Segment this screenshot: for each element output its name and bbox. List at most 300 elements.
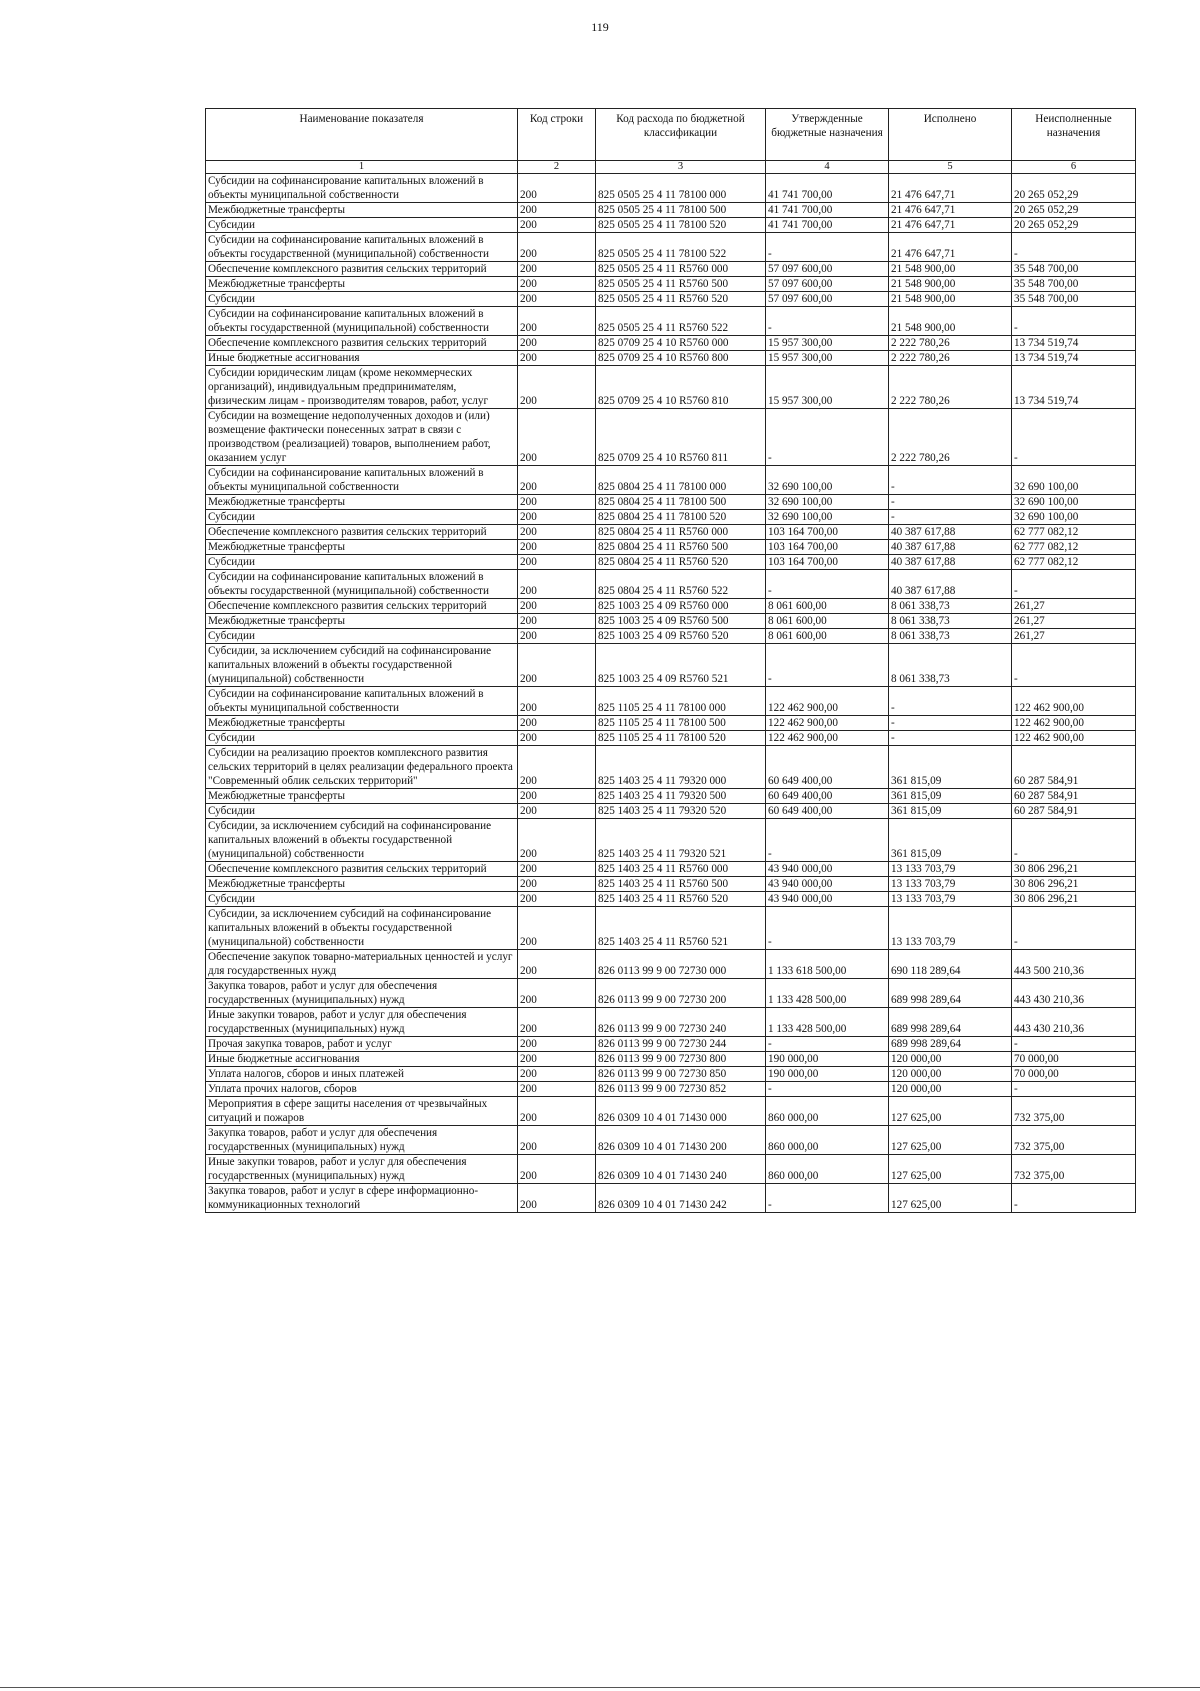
header-executed: Исполнено: [889, 109, 1012, 161]
unexecuted-amount: 35 548 700,00: [1012, 277, 1136, 292]
table-row: [206, 1082, 1136, 1097]
header-budget-code: Код расхода по бюджетной классификации: [596, 109, 766, 161]
unexecuted-amount: -: [1012, 819, 1136, 862]
budget-code: 826 0113 99 9 00 72730 850: [596, 1067, 766, 1082]
executed-amount: 13 133 703,79: [889, 877, 1012, 892]
executed-amount: 120 000,00: [889, 1052, 1012, 1067]
line-code: 200: [518, 716, 596, 731]
budget-code: 825 0505 25 4 11 78100 522: [596, 233, 766, 262]
indicator-name: Субсидии на софинансирование капитальных вложений в объекты муниципальной собственности: [206, 174, 518, 203]
indicator-name: Субсидии на реализацию проектов комплексного развития сельских территорий в целях реализации федерального проекта "Современный облик сельских территорий": [206, 746, 518, 789]
budget-code: 825 0709 25 4 10 R5760 810: [596, 366, 766, 409]
indicator-name: Межбюджетные трансферты: [206, 203, 518, 218]
executed-amount: 13 133 703,79: [889, 892, 1012, 907]
budget-code: 825 1403 25 4 11 79320 000: [596, 746, 766, 789]
line-code: 200: [518, 292, 596, 307]
indicator-name: Субсидии: [206, 629, 518, 644]
line-code: 200: [518, 950, 596, 979]
executed-amount: 40 387 617,88: [889, 525, 1012, 540]
approved-amount: 1 133 618 500,00: [766, 950, 889, 979]
indicator-name: Закупка товаров, работ и услуг в сфере информационно-коммуникационных технологий: [206, 1184, 518, 1213]
table-row: [206, 599, 1136, 614]
executed-amount: 127 625,00: [889, 1126, 1012, 1155]
approved-amount: 41 741 700,00: [766, 174, 889, 203]
line-code: 200: [518, 877, 596, 892]
budget-code: 825 0505 25 4 11 R5760 522: [596, 307, 766, 336]
line-code: 200: [518, 687, 596, 716]
indicator-name: Иные бюджетные ассигнования: [206, 351, 518, 366]
indicator-name: Субсидии: [206, 292, 518, 307]
budget-code: 826 0309 10 4 01 71430 240: [596, 1155, 766, 1184]
executed-amount: 21 548 900,00: [889, 307, 1012, 336]
budget-code: 826 0113 99 9 00 72730 200: [596, 979, 766, 1008]
indicator-name: Межбюджетные трансферты: [206, 789, 518, 804]
approved-amount: 122 462 900,00: [766, 687, 889, 716]
executed-amount: -: [889, 731, 1012, 746]
executed-amount: -: [889, 510, 1012, 525]
line-code: 200: [518, 1037, 596, 1052]
table-row: [206, 877, 1136, 892]
table-row: [206, 1097, 1136, 1126]
line-code: 200: [518, 892, 596, 907]
line-code: 200: [518, 409, 596, 466]
table-row: [206, 907, 1136, 950]
executed-amount: 21 476 647,71: [889, 174, 1012, 203]
unexecuted-amount: 70 000,00: [1012, 1052, 1136, 1067]
indicator-name: Субсидии на софинансирование капитальных вложений в объекты государственной (муниципальной) собственности: [206, 307, 518, 336]
unexecuted-amount: -: [1012, 1082, 1136, 1097]
indicator-name: Обеспечение закупок товарно-материальных ценностей и услуг для государственных нужд: [206, 950, 518, 979]
budget-code: 825 0804 25 4 11 R5760 000: [596, 525, 766, 540]
table-header-row: [206, 109, 1136, 161]
unexecuted-amount: 13 734 519,74: [1012, 336, 1136, 351]
indicator-name: Субсидии: [206, 510, 518, 525]
unexecuted-amount: 32 690 100,00: [1012, 495, 1136, 510]
budget-code: 825 1403 25 4 11 79320 520: [596, 804, 766, 819]
table-row: [206, 731, 1136, 746]
line-code: 200: [518, 614, 596, 629]
line-code: 200: [518, 351, 596, 366]
table-row: [206, 540, 1136, 555]
table-row: [206, 687, 1136, 716]
executed-amount: 40 387 617,88: [889, 540, 1012, 555]
table-body: [206, 174, 1136, 1213]
header-approved: Утвержденные бюджетные назначения: [766, 109, 889, 161]
table-row: [206, 892, 1136, 907]
budget-code: 825 0804 25 4 11 R5760 520: [596, 555, 766, 570]
budget-code: 825 0709 25 4 10 R5760 800: [596, 351, 766, 366]
table-row: [206, 629, 1136, 644]
line-code: 200: [518, 203, 596, 218]
executed-amount: 8 061 338,73: [889, 614, 1012, 629]
table-row: [206, 1008, 1136, 1037]
executed-amount: 361 815,09: [889, 804, 1012, 819]
table-row: [206, 233, 1136, 262]
line-code: 200: [518, 862, 596, 877]
indicator-name: Субсидии на софинансирование капитальных вложений в объекты муниципальной собственности: [206, 687, 518, 716]
unexecuted-amount: 60 287 584,91: [1012, 746, 1136, 789]
budget-execution-table: [205, 108, 1136, 1213]
indicator-name: Субсидии на софинансирование капитальных вложений в объекты муниципальной собственности: [206, 466, 518, 495]
indicator-name: Субсидии на возмещение недополученных доходов и (или) возмещение фактически понесенных затрат в связи с производством (реализацией) товаров, выполнением работ, оказанием услуг: [206, 409, 518, 466]
indicator-name: Обеспечение комплексного развития сельских территорий: [206, 336, 518, 351]
line-code: 200: [518, 789, 596, 804]
executed-amount: 21 548 900,00: [889, 262, 1012, 277]
indicator-name: Иные закупки товаров, работ и услуг для обеспечения государственных (муниципальных) нужд: [206, 1008, 518, 1037]
approved-amount: -: [766, 907, 889, 950]
table-row: [206, 644, 1136, 687]
indicator-name: Субсидии: [206, 218, 518, 233]
page-number: 119: [591, 20, 609, 34]
line-code: 200: [518, 218, 596, 233]
page-bottom-rule: [0, 1687, 1200, 1688]
indicator-name: Межбюджетные трансферты: [206, 495, 518, 510]
executed-amount: 689 998 289,64: [889, 1008, 1012, 1037]
indicator-name: Мероприятия в сфере защиты населения от чрезвычайных ситуаций и пожаров: [206, 1097, 518, 1126]
unexecuted-amount: 443 500 210,36: [1012, 950, 1136, 979]
line-code: 200: [518, 525, 596, 540]
indicator-name: Уплата прочих налогов, сборов: [206, 1082, 518, 1097]
budget-code: 825 1003 25 4 09 R5760 500: [596, 614, 766, 629]
budget-code: 825 1403 25 4 11 R5760 000: [596, 862, 766, 877]
budget-code: 826 0113 99 9 00 72730 000: [596, 950, 766, 979]
budget-code: 825 1403 25 4 11 79320 500: [596, 789, 766, 804]
indicator-name: Закупка товаров, работ и услуг для обеспечения государственных (муниципальных) нужд: [206, 979, 518, 1008]
line-code: 200: [518, 1184, 596, 1213]
line-code: 200: [518, 907, 596, 950]
unexecuted-amount: 32 690 100,00: [1012, 510, 1136, 525]
unexecuted-amount: 30 806 296,21: [1012, 877, 1136, 892]
budget-code: 825 1105 25 4 11 78100 000: [596, 687, 766, 716]
unexecuted-amount: -: [1012, 1037, 1136, 1052]
executed-amount: 21 548 900,00: [889, 292, 1012, 307]
line-code: 200: [518, 644, 596, 687]
line-code: 200: [518, 262, 596, 277]
indicator-name: Обеспечение комплексного развития сельских территорий: [206, 525, 518, 540]
executed-amount: 8 061 338,73: [889, 644, 1012, 687]
approved-amount: 103 164 700,00: [766, 540, 889, 555]
line-code: 200: [518, 731, 596, 746]
line-code: 200: [518, 174, 596, 203]
table-row: [206, 466, 1136, 495]
indicator-name: Иные бюджетные ассигнования: [206, 1052, 518, 1067]
unexecuted-amount: 20 265 052,29: [1012, 203, 1136, 218]
column-number: 6: [1012, 161, 1136, 174]
line-code: 200: [518, 1126, 596, 1155]
table-row: [206, 746, 1136, 789]
unexecuted-amount: 20 265 052,29: [1012, 218, 1136, 233]
approved-amount: 860 000,00: [766, 1126, 889, 1155]
line-code: 200: [518, 599, 596, 614]
approved-amount: 15 957 300,00: [766, 336, 889, 351]
indicator-name: Межбюджетные трансферты: [206, 716, 518, 731]
approved-amount: 190 000,00: [766, 1052, 889, 1067]
approved-amount: 32 690 100,00: [766, 510, 889, 525]
header-unexecuted: Неисполненные назначения: [1012, 109, 1136, 161]
approved-amount: 103 164 700,00: [766, 555, 889, 570]
unexecuted-amount: 261,27: [1012, 629, 1136, 644]
budget-code: 825 0709 25 4 10 R5760 811: [596, 409, 766, 466]
budget-code: 825 0804 25 4 11 R5760 522: [596, 570, 766, 599]
table-row: [206, 495, 1136, 510]
budget-code: 825 1003 25 4 09 R5760 521: [596, 644, 766, 687]
line-code: 200: [518, 466, 596, 495]
executed-amount: 2 222 780,26: [889, 336, 1012, 351]
unexecuted-amount: 60 287 584,91: [1012, 804, 1136, 819]
table-row: [206, 614, 1136, 629]
approved-amount: 103 164 700,00: [766, 525, 889, 540]
executed-amount: 40 387 617,88: [889, 555, 1012, 570]
unexecuted-amount: 62 777 082,12: [1012, 540, 1136, 555]
indicator-name: Субсидии на софинансирование капитальных вложений в объекты государственной (муниципальной) собственности: [206, 570, 518, 599]
indicator-name: Субсидии: [206, 555, 518, 570]
unexecuted-amount: 122 462 900,00: [1012, 731, 1136, 746]
indicator-name: Субсидии на софинансирование капитальных вложений в объекты государственной (муниципальной) собственности: [206, 233, 518, 262]
executed-amount: 120 000,00: [889, 1082, 1012, 1097]
line-code: 200: [518, 1052, 596, 1067]
table-row: [206, 525, 1136, 540]
unexecuted-amount: 261,27: [1012, 599, 1136, 614]
budget-code: 825 1105 25 4 11 78100 500: [596, 716, 766, 731]
executed-amount: 361 815,09: [889, 789, 1012, 804]
table-row: [206, 277, 1136, 292]
unexecuted-amount: 62 777 082,12: [1012, 555, 1136, 570]
budget-code: 825 0505 25 4 11 78100 500: [596, 203, 766, 218]
indicator-name: Субсидии, за исключением субсидий на софинансирование капитальных вложений в объекты государственной (муниципальной) собственности: [206, 644, 518, 687]
indicator-name: Межбюджетные трансферты: [206, 877, 518, 892]
unexecuted-amount: 13 734 519,74: [1012, 351, 1136, 366]
unexecuted-amount: 70 000,00: [1012, 1067, 1136, 1082]
executed-amount: 127 625,00: [889, 1184, 1012, 1213]
line-code: 200: [518, 1008, 596, 1037]
approved-amount: -: [766, 1184, 889, 1213]
table-row: [206, 307, 1136, 336]
budget-code: 826 0113 99 9 00 72730 244: [596, 1037, 766, 1052]
executed-amount: 2 222 780,26: [889, 366, 1012, 409]
approved-amount: 8 061 600,00: [766, 629, 889, 644]
unexecuted-amount: -: [1012, 570, 1136, 599]
executed-amount: 2 222 780,26: [889, 409, 1012, 466]
approved-amount: -: [766, 644, 889, 687]
header-indicator-name: Наименование показателя: [206, 109, 518, 161]
line-code: 200: [518, 570, 596, 599]
approved-amount: 15 957 300,00: [766, 351, 889, 366]
approved-amount: 60 649 400,00: [766, 804, 889, 819]
budget-code: 825 0804 25 4 11 78100 520: [596, 510, 766, 525]
table-row: [206, 409, 1136, 466]
approved-amount: 57 097 600,00: [766, 262, 889, 277]
table-row: [206, 804, 1136, 819]
executed-amount: 8 061 338,73: [889, 599, 1012, 614]
approved-amount: -: [766, 1082, 889, 1097]
approved-amount: -: [766, 819, 889, 862]
approved-amount: 57 097 600,00: [766, 277, 889, 292]
table-row: [206, 336, 1136, 351]
budget-code: 825 0804 25 4 11 R5760 500: [596, 540, 766, 555]
indicator-name: Субсидии: [206, 804, 518, 819]
executed-amount: -: [889, 687, 1012, 716]
indicator-name: Закупка товаров, работ и услуг для обеспечения государственных (муниципальных) нужд: [206, 1126, 518, 1155]
executed-amount: 120 000,00: [889, 1067, 1012, 1082]
line-code: 200: [518, 1067, 596, 1082]
line-code: 200: [518, 510, 596, 525]
executed-amount: 689 998 289,64: [889, 979, 1012, 1008]
budget-code: 826 0113 99 9 00 72730 852: [596, 1082, 766, 1097]
budget-code: 825 0505 25 4 11 R5760 000: [596, 262, 766, 277]
budget-code: 825 1403 25 4 11 79320 521: [596, 819, 766, 862]
indicator-name: Обеспечение комплексного развития сельских территорий: [206, 862, 518, 877]
approved-amount: 122 462 900,00: [766, 716, 889, 731]
unexecuted-amount: 732 375,00: [1012, 1126, 1136, 1155]
line-code: 200: [518, 366, 596, 409]
budget-code: 826 0113 99 9 00 72730 800: [596, 1052, 766, 1067]
executed-amount: 21 476 647,71: [889, 203, 1012, 218]
line-code: 200: [518, 746, 596, 789]
table-row: [206, 1184, 1136, 1213]
budget-code: 825 0505 25 4 11 78100 000: [596, 174, 766, 203]
header-line-code: Код строки: [518, 109, 596, 161]
approved-amount: 15 957 300,00: [766, 366, 889, 409]
table-row: [206, 1037, 1136, 1052]
executed-amount: 40 387 617,88: [889, 570, 1012, 599]
budget-code: 826 0309 10 4 01 71430 242: [596, 1184, 766, 1213]
approved-amount: 1 133 428 500,00: [766, 1008, 889, 1037]
column-number: 5: [889, 161, 1012, 174]
table-row: [206, 1052, 1136, 1067]
indicator-name: Субсидии: [206, 731, 518, 746]
approved-amount: 860 000,00: [766, 1097, 889, 1126]
line-code: 200: [518, 629, 596, 644]
unexecuted-amount: 732 375,00: [1012, 1097, 1136, 1126]
budget-code: 825 1003 25 4 09 R5760 520: [596, 629, 766, 644]
executed-amount: -: [889, 466, 1012, 495]
column-number: 1: [206, 161, 518, 174]
column-number-row: [206, 161, 1136, 174]
approved-amount: 60 649 400,00: [766, 789, 889, 804]
table-row: [206, 203, 1136, 218]
table-row: [206, 1126, 1136, 1155]
line-code: 200: [518, 979, 596, 1008]
table-row: [206, 262, 1136, 277]
unexecuted-amount: -: [1012, 233, 1136, 262]
line-code: 200: [518, 1097, 596, 1126]
budget-code: 826 0113 99 9 00 72730 240: [596, 1008, 766, 1037]
approved-amount: -: [766, 409, 889, 466]
line-code: 200: [518, 804, 596, 819]
executed-amount: 8 061 338,73: [889, 629, 1012, 644]
unexecuted-amount: 13 734 519,74: [1012, 366, 1136, 409]
indicator-name: Прочая закупка товаров, работ и услуг: [206, 1037, 518, 1052]
approved-amount: 57 097 600,00: [766, 292, 889, 307]
executed-amount: 361 815,09: [889, 819, 1012, 862]
unexecuted-amount: 30 806 296,21: [1012, 862, 1136, 877]
budget-code: 825 0505 25 4 11 78100 520: [596, 218, 766, 233]
budget-code: 826 0309 10 4 01 71430 000: [596, 1097, 766, 1126]
indicator-name: Субсидии, за исключением субсидий на софинансирование капитальных вложений в объекты государственной (муниципальной) собственности: [206, 819, 518, 862]
budget-code: 825 0804 25 4 11 78100 000: [596, 466, 766, 495]
approved-amount: 41 741 700,00: [766, 203, 889, 218]
line-code: 200: [518, 495, 596, 510]
unexecuted-amount: -: [1012, 907, 1136, 950]
approved-amount: 41 741 700,00: [766, 218, 889, 233]
unexecuted-amount: -: [1012, 409, 1136, 466]
unexecuted-amount: 30 806 296,21: [1012, 892, 1136, 907]
approved-amount: 43 940 000,00: [766, 877, 889, 892]
indicator-name: Субсидии юридическим лицам (кроме некоммерческих организаций), индивидуальным предпринимателям, физическим лицам - производителям товаров, работ, услуг: [206, 366, 518, 409]
table-row: [206, 1155, 1136, 1184]
line-code: 200: [518, 277, 596, 292]
indicator-name: Межбюджетные трансферты: [206, 540, 518, 555]
budget-code: 825 0505 25 4 11 R5760 500: [596, 277, 766, 292]
executed-amount: 13 133 703,79: [889, 862, 1012, 877]
executed-amount: 361 815,09: [889, 746, 1012, 789]
table-row: [206, 510, 1136, 525]
line-code: 200: [518, 307, 596, 336]
table-row: [206, 950, 1136, 979]
column-number: 3: [596, 161, 766, 174]
indicator-name: Обеспечение комплексного развития сельских территорий: [206, 599, 518, 614]
unexecuted-amount: 122 462 900,00: [1012, 687, 1136, 716]
unexecuted-amount: 122 462 900,00: [1012, 716, 1136, 731]
approved-amount: 122 462 900,00: [766, 731, 889, 746]
table-row: [206, 555, 1136, 570]
approved-amount: 860 000,00: [766, 1155, 889, 1184]
table-row: [206, 292, 1136, 307]
approved-amount: -: [766, 1037, 889, 1052]
unexecuted-amount: -: [1012, 644, 1136, 687]
approved-amount: 60 649 400,00: [766, 746, 889, 789]
table-row: [206, 570, 1136, 599]
budget-code: 826 0309 10 4 01 71430 200: [596, 1126, 766, 1155]
unexecuted-amount: 62 777 082,12: [1012, 525, 1136, 540]
unexecuted-amount: 443 430 210,36: [1012, 1008, 1136, 1037]
executed-amount: -: [889, 716, 1012, 731]
approved-amount: 32 690 100,00: [766, 466, 889, 495]
executed-amount: 21 548 900,00: [889, 277, 1012, 292]
approved-amount: -: [766, 233, 889, 262]
approved-amount: 8 061 600,00: [766, 614, 889, 629]
approved-amount: 43 940 000,00: [766, 862, 889, 877]
unexecuted-amount: 261,27: [1012, 614, 1136, 629]
unexecuted-amount: 732 375,00: [1012, 1155, 1136, 1184]
approved-amount: 32 690 100,00: [766, 495, 889, 510]
line-code: 200: [518, 233, 596, 262]
table-row: [206, 351, 1136, 366]
executed-amount: 13 133 703,79: [889, 907, 1012, 950]
table-row: [206, 789, 1136, 804]
unexecuted-amount: -: [1012, 307, 1136, 336]
approved-amount: 1 133 428 500,00: [766, 979, 889, 1008]
unexecuted-amount: 35 548 700,00: [1012, 262, 1136, 277]
table-row: [206, 218, 1136, 233]
approved-amount: 190 000,00: [766, 1067, 889, 1082]
executed-amount: 21 476 647,71: [889, 233, 1012, 262]
table-row: [206, 716, 1136, 731]
budget-code: 825 0709 25 4 10 R5760 000: [596, 336, 766, 351]
unexecuted-amount: -: [1012, 1184, 1136, 1213]
indicator-name: Обеспечение комплексного развития сельских территорий: [206, 262, 518, 277]
line-code: 200: [518, 819, 596, 862]
executed-amount: 127 625,00: [889, 1155, 1012, 1184]
unexecuted-amount: 32 690 100,00: [1012, 466, 1136, 495]
indicator-name: Субсидии: [206, 892, 518, 907]
line-code: 200: [518, 336, 596, 351]
approved-amount: 8 061 600,00: [766, 599, 889, 614]
table-row: [206, 366, 1136, 409]
unexecuted-amount: 35 548 700,00: [1012, 292, 1136, 307]
unexecuted-amount: 443 430 210,36: [1012, 979, 1136, 1008]
executed-amount: 2 222 780,26: [889, 351, 1012, 366]
